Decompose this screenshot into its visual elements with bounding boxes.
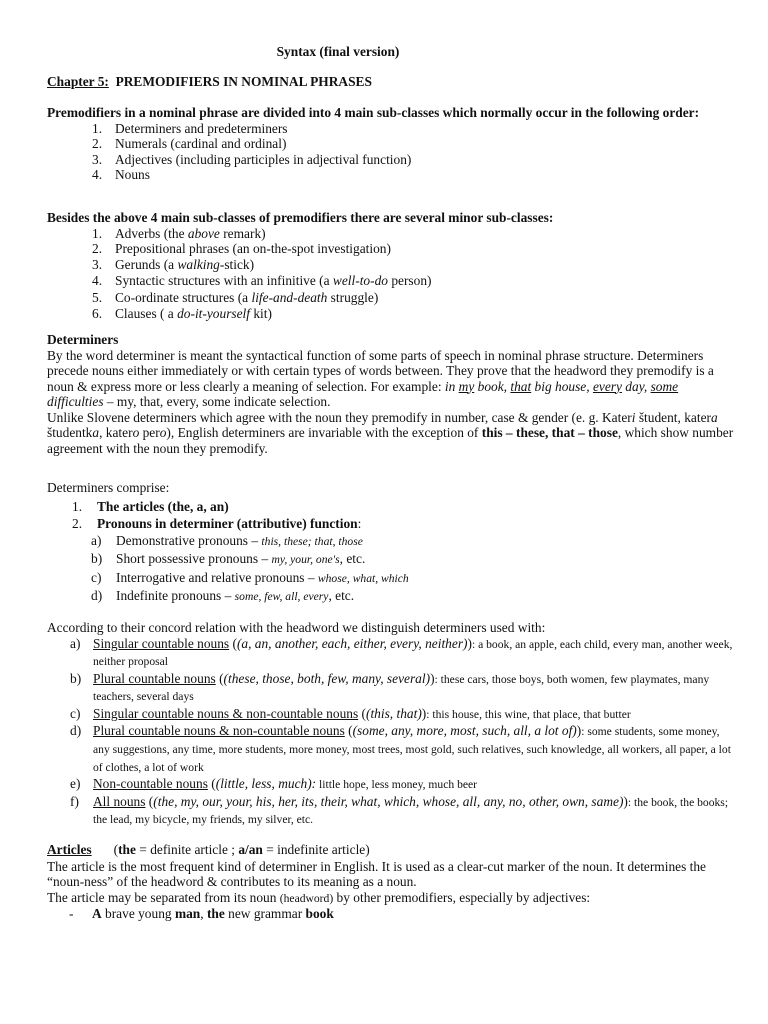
articles-heading: Articles [47,842,92,857]
list-item: b) Plural countable nouns ((these, those, both, few, many, several)): these cars, those boys, both women, few playmates, many teachers, several days [70,670,710,704]
chapter-title: PREMODIFIERS IN NOMINAL PHRASES [115,74,372,89]
list-item: 2. Prepositional phrases (an on-the-spot investigation) [92,241,391,257]
list-item: d) Plural countable nouns & non-countable nouns ((some, any, more, most, such, all, a lot of)): some students, some money, any suggestions, any time, more students, more money, most trees, most gold, such relatives, such knowledge, all workers, all paper, a lot of clothes, a lot of work [70,723,731,774]
pronoun-sublist [47,532,737,606]
determiners-paragraph-2: Unlike Slovene determiners which agree with the noun they premodify in number, case & gender (e. g. Kateri študent, katera študentka, katero pero), English determiners are invariable with the exception of this – these, that – those, which show number agreement with the noun they premodify. [47,409,734,456]
list-item: 4. Nouns [92,167,150,182]
articles-paragraph-1: The article is the most frequent kind of determiner in English. It is used as a clear-cut marker of the noun. It determines the “noun-ness” of the headword & contributes to its meaning as a noun. [47,858,707,889]
minor-section [47,210,737,322]
list-item: f) All nouns ((the, my, our, your, his, her, its, their, what, which, whose, all, any, no, other, own, same)): the book, the books; the lead, my bicycle, my friends, my silver, etc. [70,793,729,827]
document-title: Syntax (final version) [276,44,400,59]
chapter-heading [47,74,737,90]
articles-example: - A brave young man, the new grammar book [69,906,334,921]
comprise-section [47,480,737,606]
articles-heading-line: Articles (the = definite article ; a/an = indefinite article) [47,842,370,857]
list-item: c) Singular countable nouns & non-countable nouns ((this, that)): this house, this wine, that place, that butter [70,705,631,721]
determiners-paragraph-1: By the word determiner is meant the syntactical function of some parts of speech in nominal phrase structure. Determiners precede nouns either immediately or with certain types of words between. They prove that the headword they premodify is a noun & express more or less clearly a meaning of selection. For example: in my book, that big house, every day, some difficulties – my, that, every, some indicate selection. [47,347,714,409]
minor-subclass-list [47,226,737,323]
list-item: a) Demonstrative pronouns – this, these; that, those [91,532,363,548]
list-item: 1. Determiners and predeterminers [92,120,288,136]
concord-section [47,620,737,829]
list-item: c) Interrogative and relative pronouns – whose, what, which [91,569,409,585]
comprise-text: Determiners comprise: [47,480,170,495]
articles-paragraph-2: The article may be separated from its noun (headword) by other premodifiers, especially by adjectives: [47,889,591,905]
list-item: 6. Clauses ( a do-it-yourself kit) [92,306,272,322]
list-item: 2. Pronouns in determiner (attributive) function: [72,515,362,531]
determiners-heading: Determiners [47,332,119,347]
chapter-label: Chapter 5: [47,74,109,89]
list-item: 2. Numerals (cardinal and ordinal) [92,136,287,151]
list-item: d) Indefinite pronouns – some, few, all, every, etc. [91,588,355,603]
list-item: 5. Co-ordinate structures (a life-and-death struggle) [92,289,379,305]
intro-section [47,105,737,183]
list-item: 1. Adverbs (the above remark) [92,225,266,241]
concord-list [47,636,737,830]
list-item: 3. Gerunds (a walking-stick) [92,256,255,272]
list-item: 1. The articles (the, a, an) [72,498,229,514]
concord-text: According to their concord relation with the headword we distinguish determiners used with: [47,620,546,635]
list-item: a) Singular countable nouns ((a, an, another, each, either, every, neither)): a book, an apple, each child, every man, another week, neither proposal [70,635,733,669]
minor-text: Besides the above 4 main sub-classes of premodifiers there are several minor sub-classes: [47,210,554,225]
list-item: e) Non-countable nouns ((little, less, much): little hope, less money, much beer [70,776,478,792]
comprise-list [47,498,737,532]
main-subclass-list [47,121,737,183]
list-item: 4. Syntactic structures with an infinitive (a well-to-do person) [92,273,432,289]
determiners-section [47,332,737,456]
list-item: 3. Adjectives (including participles in adjectival function) [92,151,412,167]
intro-text: Premodifiers in a nominal phrase are divided into 4 main sub-classes which normally occur in the following order: [47,105,700,120]
list-item: b) Short possessive pronouns – my, your, one's, etc. [91,551,366,566]
articles-section [47,842,737,922]
